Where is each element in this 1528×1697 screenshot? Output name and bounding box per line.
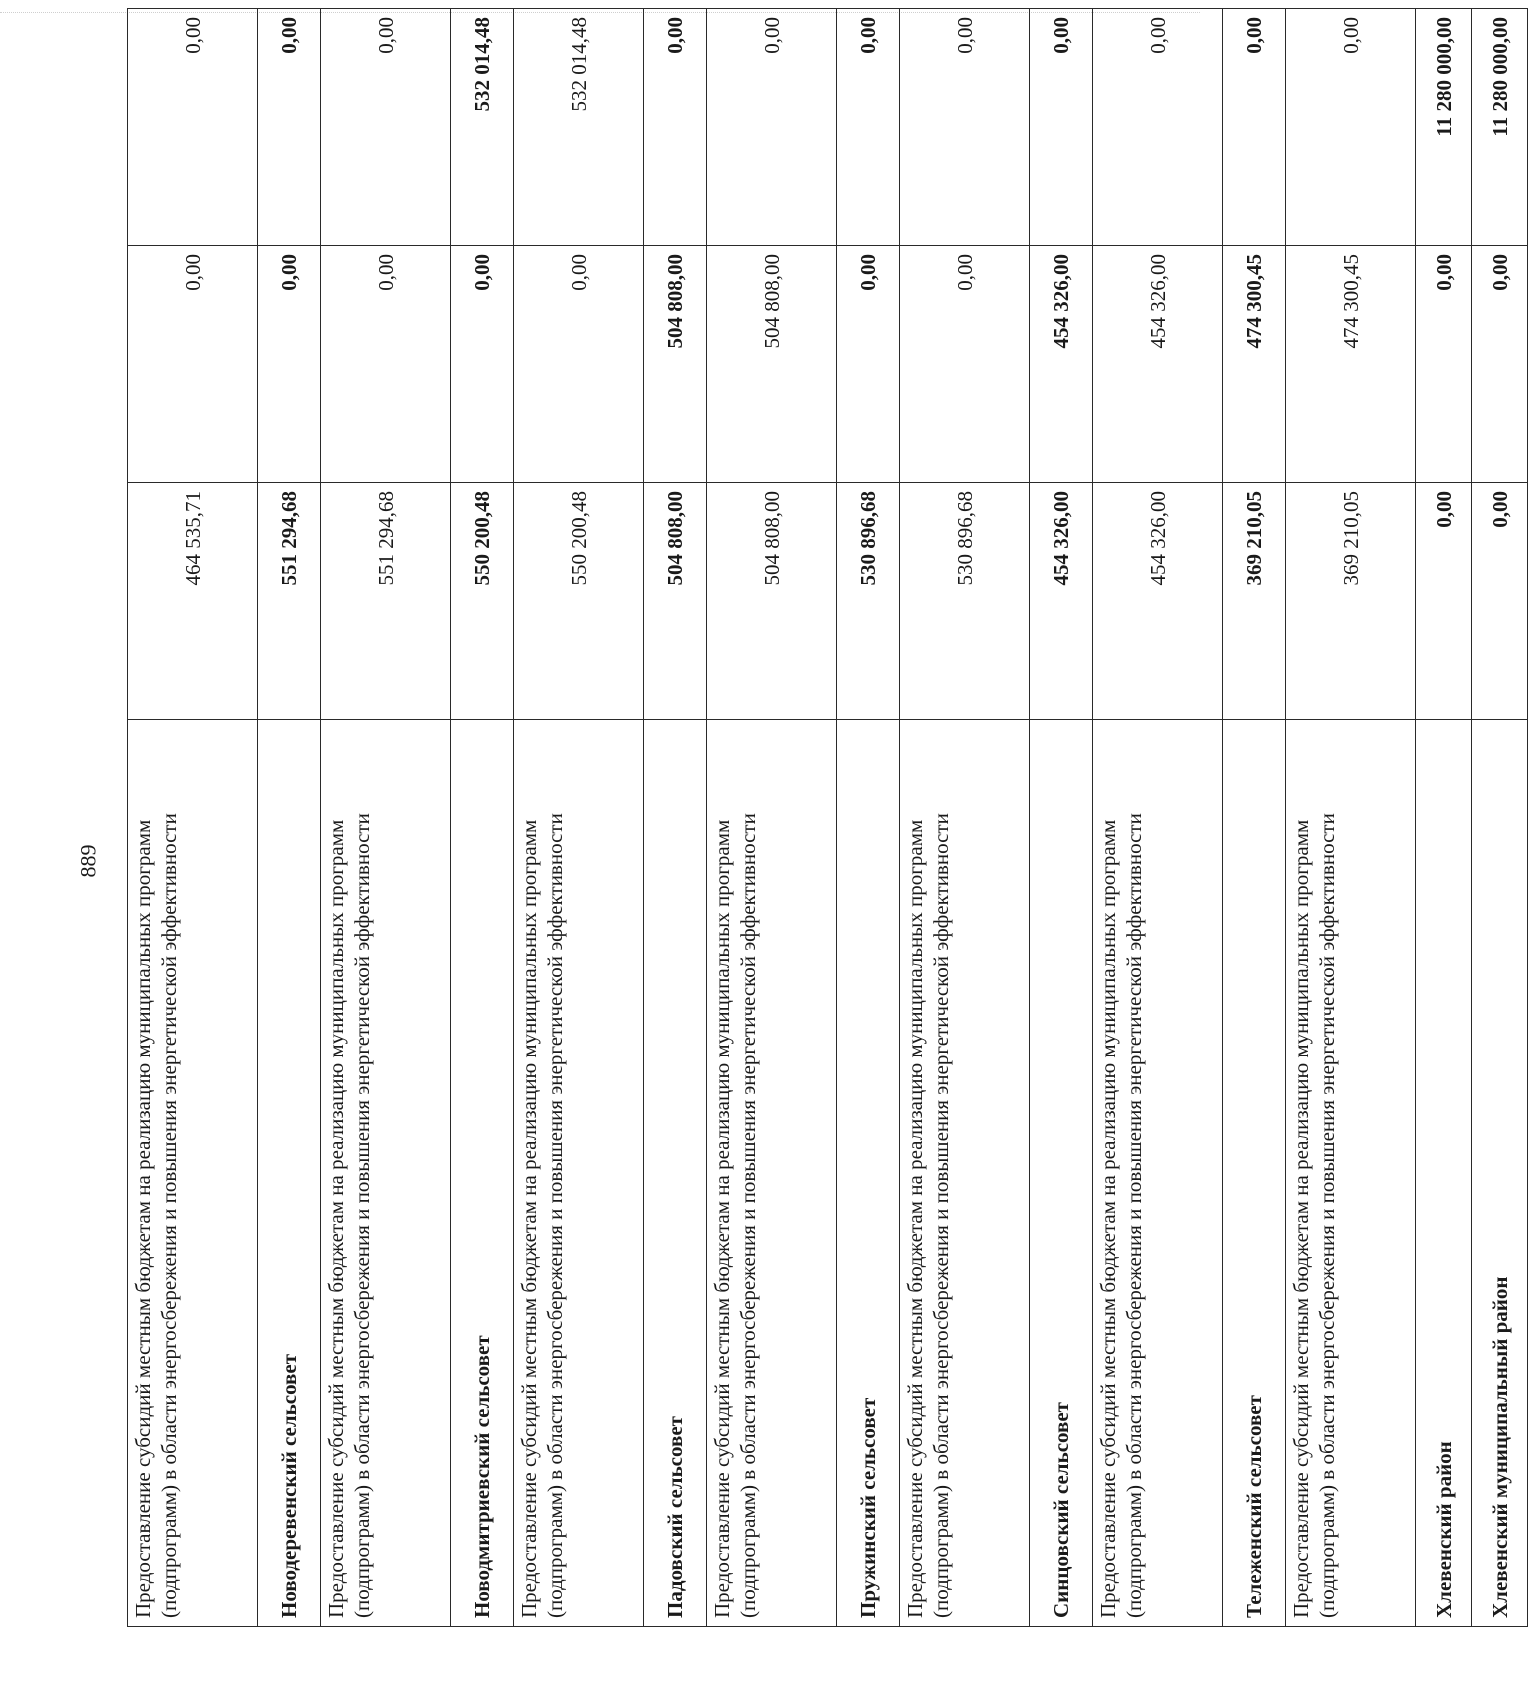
row-value-3: 0,00 <box>900 9 1030 246</box>
row-value-2: 474 300,45 <box>1286 246 1416 483</box>
row-name: Предоставление субсидий местным бюджетам на реализацию муниципальных программ (подпрограмм) в области энергосбережения и повышения энергетической эффективности <box>128 720 258 1627</box>
row-name: Новодеревенский сельсовет <box>258 720 321 1627</box>
table-row <box>128 9 258 1627</box>
row-value-2: 504 808,00 <box>644 246 707 483</box>
row-name: Тележенский сельсовет <box>1223 720 1286 1627</box>
row-value-3: 11 280 000,00 <box>1472 9 1528 246</box>
table-row <box>1416 9 1472 1627</box>
table-row <box>707 9 837 1627</box>
row-value-3: 0,00 <box>1223 9 1286 246</box>
budget-table-body <box>128 9 1528 1627</box>
row-value-2: 0,00 <box>514 246 644 483</box>
row-name: Предоставление субсидий местным бюджетам на реализацию муниципальных программ (подпрограмм) в области энергосбережения и повышения энергетической эффективности <box>514 720 644 1627</box>
table-row <box>644 9 707 1627</box>
row-value-3: 0,00 <box>1286 9 1416 246</box>
row-value-1: 504 808,00 <box>644 483 707 720</box>
page-number: 889 <box>75 844 101 878</box>
row-value-3: 0,00 <box>837 9 900 246</box>
row-value-1: 369 210,05 <box>1286 483 1416 720</box>
row-value-1: 454 326,00 <box>1093 483 1223 720</box>
row-value-3: 0,00 <box>321 9 451 246</box>
table-row <box>321 9 451 1627</box>
row-value-3: 532 014,48 <box>514 9 644 246</box>
row-name: Хлевенский район <box>1416 720 1472 1627</box>
row-name: Предоставление субсидий местным бюджетам на реализацию муниципальных программ (подпрограмм) в области энергосбережения и повышения энергетической эффективности <box>1093 720 1223 1627</box>
row-value-2: 0,00 <box>900 246 1030 483</box>
table-row <box>514 9 644 1627</box>
budget-table <box>127 8 1528 1627</box>
row-value-3: 0,00 <box>644 9 707 246</box>
row-name: Хлевенский муниципальный район <box>1472 720 1528 1627</box>
row-name: Предоставление субсидий местным бюджетам на реализацию муниципальных программ (подпрограмм) в области энергосбережения и повышения энергетической эффективности <box>900 720 1030 1627</box>
row-name: Синцовский сельсовет <box>1030 720 1093 1627</box>
row-value-1: 0,00 <box>1416 483 1472 720</box>
table-row <box>1223 9 1286 1627</box>
row-value-3: 0,00 <box>1030 9 1093 246</box>
row-value-1: 550 200,48 <box>451 483 514 720</box>
rotated-table-container <box>127 17 1512 1627</box>
row-name: Предоставление субсидий местным бюджетам на реализацию муниципальных программ (подпрограмм) в области энергосбережения и повышения энергетической эффективности <box>707 720 837 1627</box>
row-name: Предоставление субсидий местным бюджетам на реализацию муниципальных программ (подпрограмм) в области энергосбережения и повышения энергетической эффективности <box>321 720 451 1627</box>
table-row <box>1093 9 1223 1627</box>
table-row <box>1286 9 1416 1627</box>
row-value-1: 454 326,00 <box>1030 483 1093 720</box>
row-name: Падовский сельсовет <box>644 720 707 1627</box>
row-value-2: 474 300,45 <box>1223 246 1286 483</box>
table-row <box>258 9 321 1627</box>
row-value-1: 369 210,05 <box>1223 483 1286 720</box>
table-row <box>900 9 1030 1627</box>
row-value-3: 0,00 <box>128 9 258 246</box>
row-value-2: 454 326,00 <box>1030 246 1093 483</box>
row-name: Предоставление субсидий местным бюджетам на реализацию муниципальных программ (подпрограмм) в области энергосбережения и повышения энергетической эффективности <box>1286 720 1416 1627</box>
row-value-1: 550 200,48 <box>514 483 644 720</box>
row-value-1: 464 535,71 <box>128 483 258 720</box>
row-value-2: 0,00 <box>837 246 900 483</box>
row-name: Новодмитриевский сельсовет <box>451 720 514 1627</box>
table-row <box>1030 9 1093 1627</box>
row-value-3: 11 280 000,00 <box>1416 9 1472 246</box>
row-value-2: 0,00 <box>321 246 451 483</box>
row-value-1: 551 294,68 <box>321 483 451 720</box>
table-row <box>837 9 900 1627</box>
row-value-2: 504 808,00 <box>707 246 837 483</box>
row-value-3: 532 014,48 <box>451 9 514 246</box>
row-value-2: 454 326,00 <box>1093 246 1223 483</box>
row-value-1: 530 896,68 <box>837 483 900 720</box>
row-value-3: 0,00 <box>707 9 837 246</box>
row-value-1: 551 294,68 <box>258 483 321 720</box>
row-value-1: 0,00 <box>1472 483 1528 720</box>
table-row <box>451 9 514 1627</box>
row-value-2: 0,00 <box>1416 246 1472 483</box>
row-value-2: 0,00 <box>128 246 258 483</box>
row-name: Пружинский сельсовет <box>837 720 900 1627</box>
table-row <box>1472 9 1528 1627</box>
row-value-3: 0,00 <box>1093 9 1223 246</box>
row-value-2: 0,00 <box>1472 246 1528 483</box>
row-value-1: 530 896,68 <box>900 483 1030 720</box>
row-value-2: 0,00 <box>451 246 514 483</box>
row-value-3: 0,00 <box>258 9 321 246</box>
row-value-1: 504 808,00 <box>707 483 837 720</box>
row-value-2: 0,00 <box>258 246 321 483</box>
